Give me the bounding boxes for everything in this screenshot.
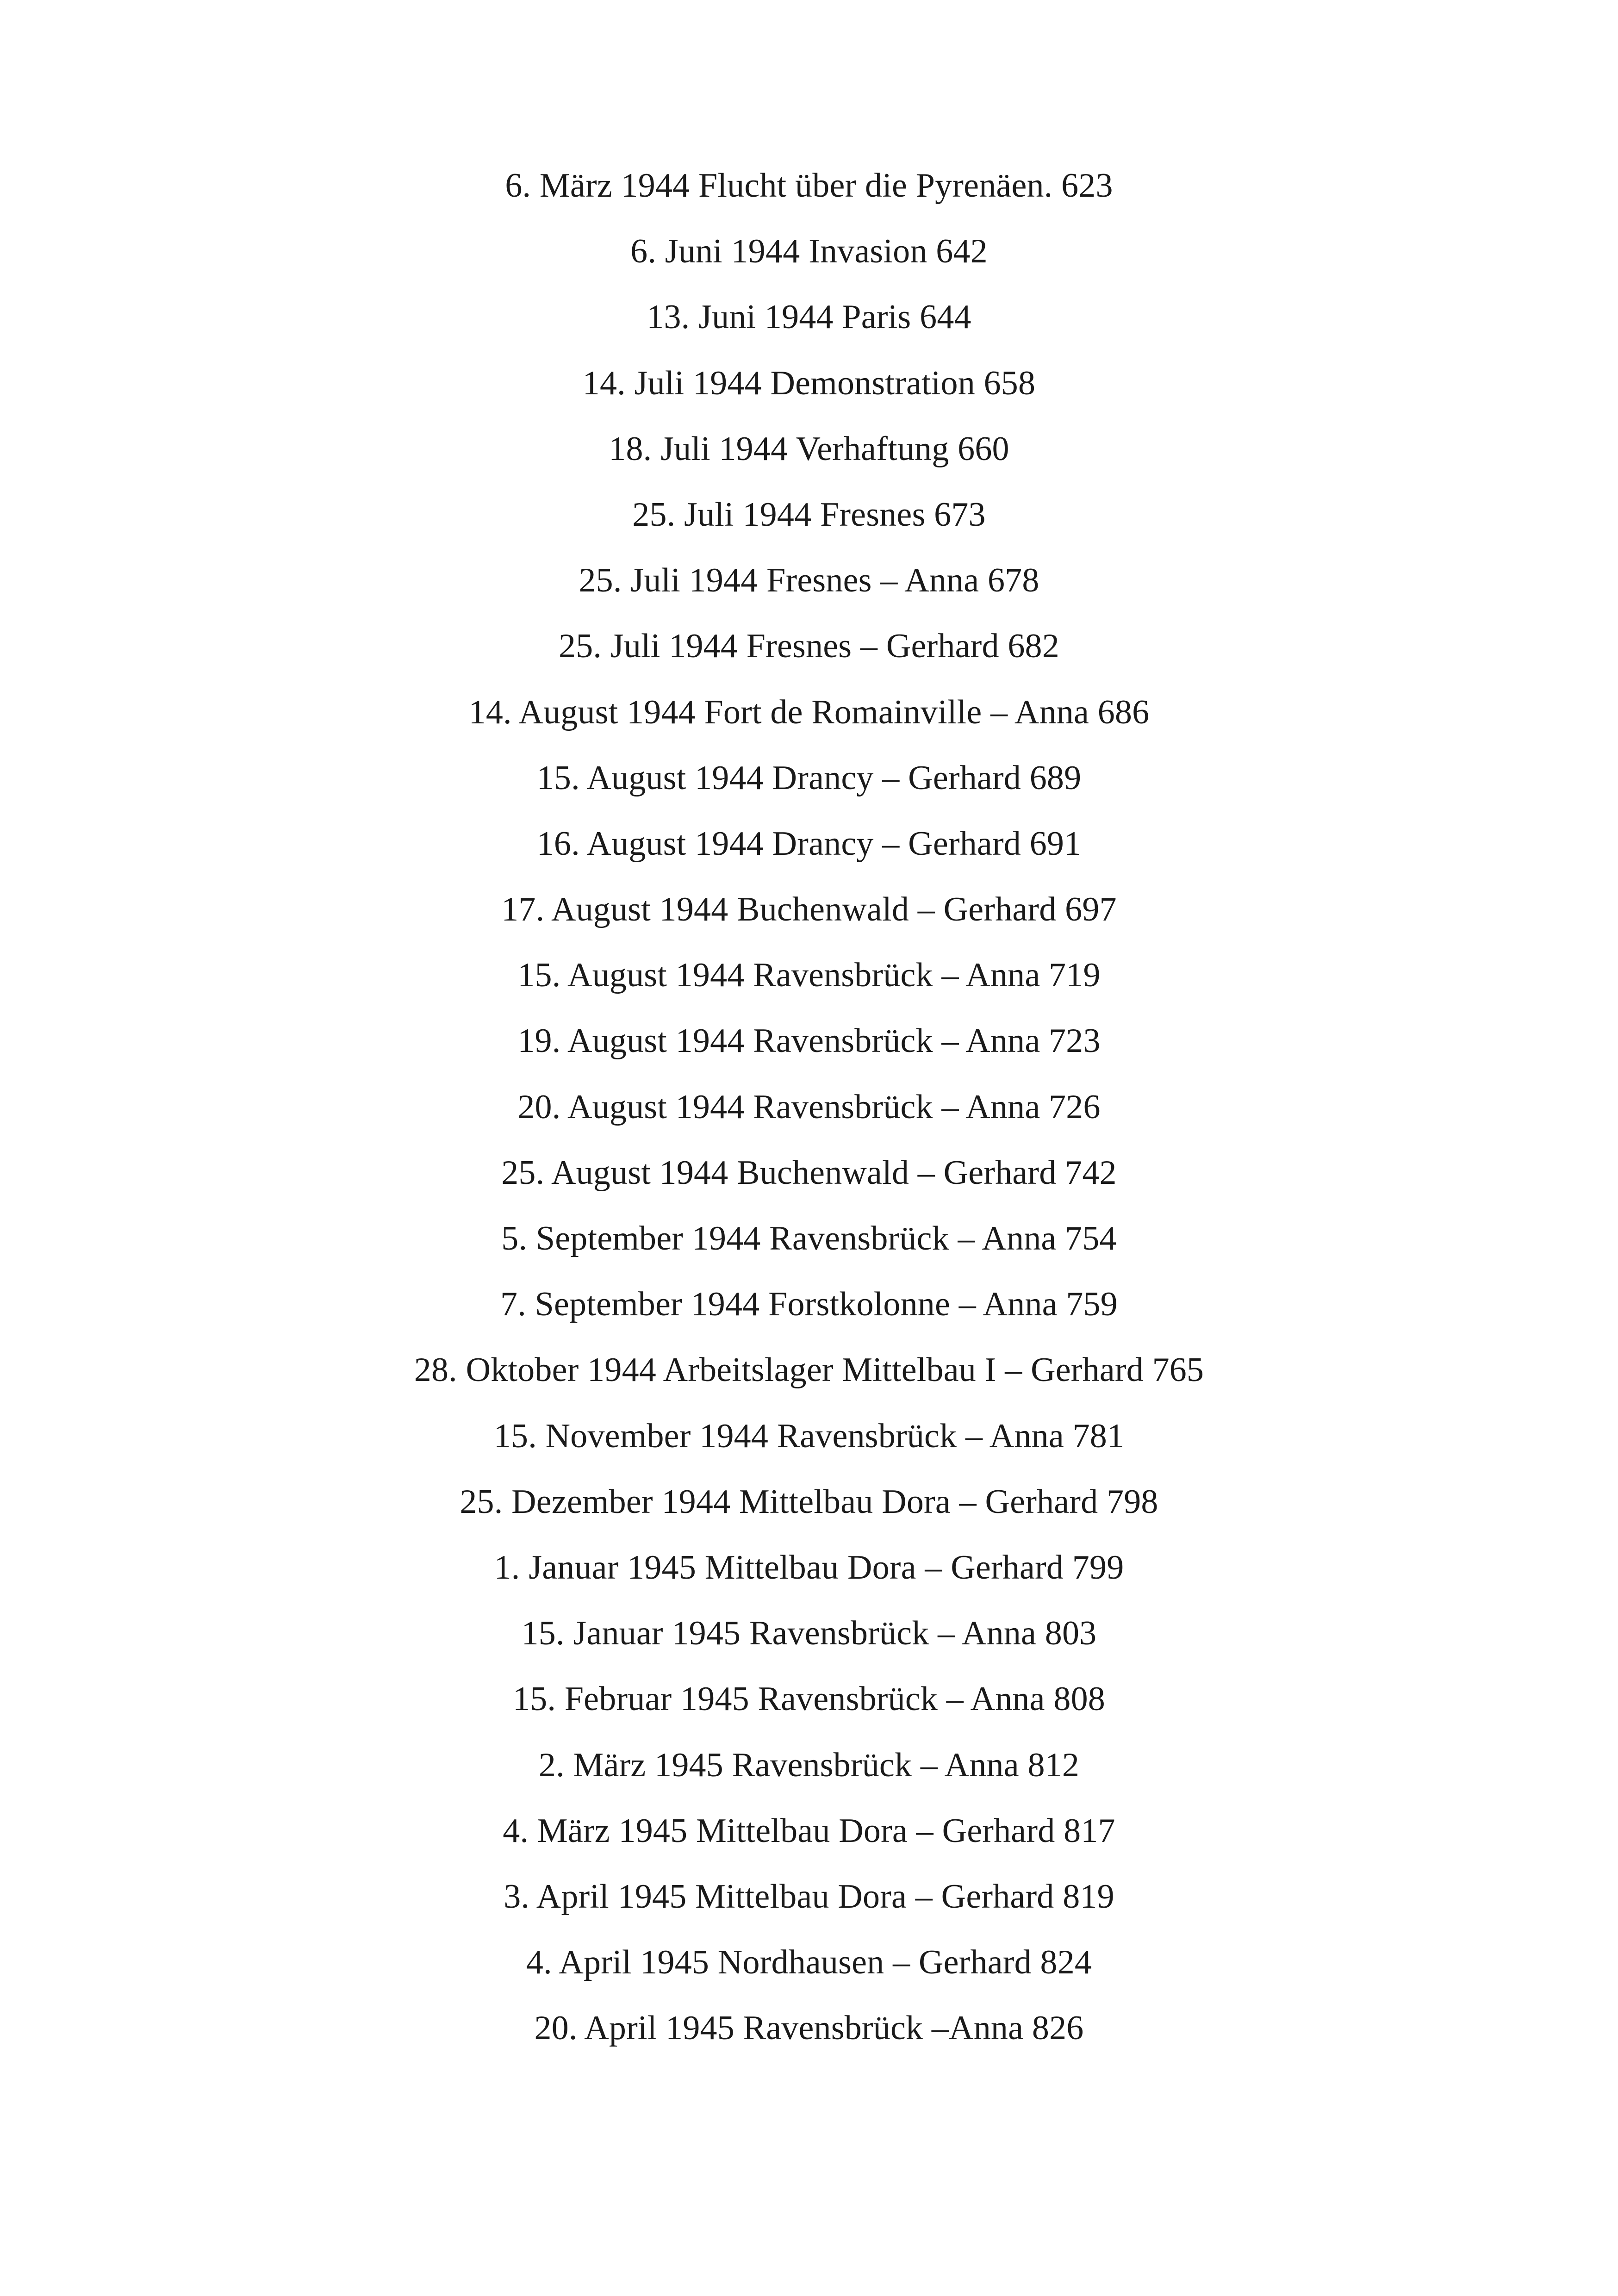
toc-entry: 25. Dezember 1944 Mittelbau Dora – Gerhard 798 [460, 1482, 1158, 1521]
toc-entry: 20. April 1945 Ravensbrück –Anna 826 [534, 2009, 1084, 2047]
toc-entry: 1. Januar 1945 Mittelbau Dora – Gerhard 799 [494, 1548, 1124, 1587]
toc-entry: 13. Juni 1944 Paris 644 [647, 298, 971, 336]
toc-entry: 18. Juli 1944 Verhaftung 660 [609, 429, 1009, 468]
toc-entry: 19. August 1944 Ravensbrück – Anna 723 [517, 1022, 1101, 1060]
toc-entry: 6. Juni 1944 Invasion 642 [630, 232, 988, 271]
toc-entry: 14. August 1944 Fort de Romainville – Anna 686 [468, 693, 1150, 731]
toc-entry: 14. Juli 1944 Demonstration 658 [582, 364, 1036, 402]
toc-entry: 2. März 1945 Ravensbrück – Anna 812 [538, 1746, 1080, 1784]
toc-entry: 4. April 1945 Nordhausen – Gerhard 824 [526, 1943, 1092, 1982]
table-of-contents-list [0, 153, 1618, 2061]
toc-entry: 15. Februar 1945 Ravensbrück – Anna 808 [513, 1680, 1105, 1718]
toc-entry: 17. August 1944 Buchenwald – Gerhard 697 [501, 890, 1117, 929]
toc-entry: 15. August 1944 Drancy – Gerhard 689 [536, 759, 1082, 797]
toc-entry: 7. September 1944 Forstkolonne – Anna 759 [500, 1285, 1118, 1324]
toc-entry: 25. August 1944 Buchenwald – Gerhard 742 [501, 1153, 1117, 1192]
toc-entry: 20. August 1944 Ravensbrück – Anna 726 [517, 1088, 1101, 1126]
toc-entry: 15. Januar 1945 Ravensbrück – Anna 803 [521, 1614, 1097, 1653]
toc-entry: 25. Juli 1944 Fresnes – Gerhard 682 [559, 627, 1059, 666]
toc-entry: 28. Oktober 1944 Arbeitslager Mittelbau I – Gerhard 765 [414, 1351, 1204, 1389]
toc-entry: 25. Juli 1944 Fresnes 673 [632, 495, 986, 534]
toc-entry: 3. April 1945 Mittelbau Dora – Gerhard 819 [504, 1877, 1114, 1916]
toc-entry: 25. Juli 1944 Fresnes – Anna 678 [579, 561, 1039, 600]
toc-entry: 4. März 1945 Mittelbau Dora – Gerhard 817 [503, 1811, 1115, 1850]
toc-entry: 6. März 1944 Flucht über die Pyrenäen. 623 [505, 167, 1113, 205]
toc-entry: 15. August 1944 Ravensbrück – Anna 719 [517, 956, 1101, 995]
toc-entry: 5. September 1944 Ravensbrück – Anna 754 [501, 1220, 1117, 1257]
toc-entry: 15. November 1944 Ravensbrück – Anna 781 [493, 1417, 1125, 1455]
toc-entry: 16. August 1944 Drancy – Gerhard 691 [536, 824, 1082, 863]
